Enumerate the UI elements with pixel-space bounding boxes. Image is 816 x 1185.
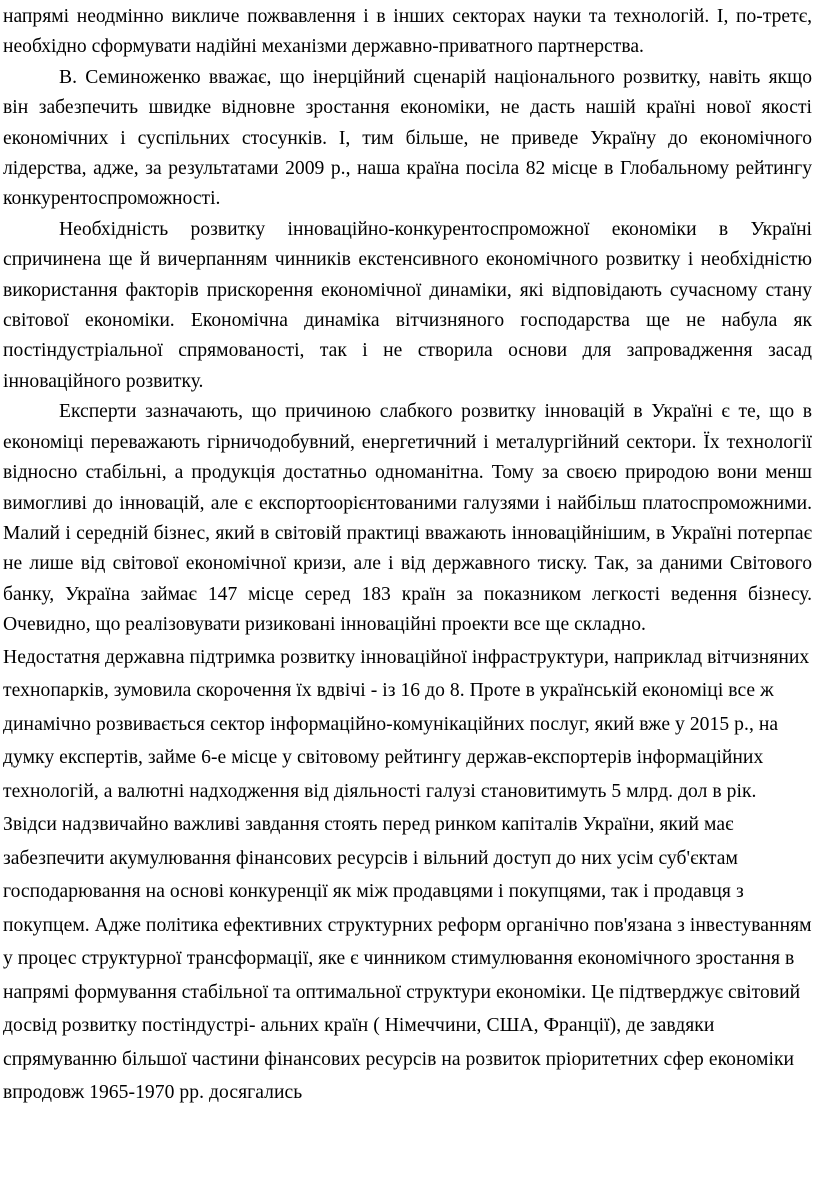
paragraph-experts: Експерти зазначають, що причиною слабкого розвитку інновацій в Україні є те, що в економіці переважають гірничодобувний, енергетичний і металургійний сектори. Їх технології відносно стабільні, а продукція достатньо одноманітна. Тому за своєю природою вони менш вимогливі до інновацій, але є експортоорієнтованими галузями і найбільш платоспроможними. Малий і середній бізнес, який в світовій практиці вважають інноваційнішим, в Україні потерпає не лише від світової економічної кризи, але і від державного тиску. Так, за даними Світового банку, Україна займає 147 місце серед 183 країн за показником легкості ведення бізнесу. Очевидно, що реалізовувати ризиковані інноваційні проекти все ще складно.: [3, 401, 812, 636]
paragraph-state-support: Недостатня державна підтримка розвитку інноваційної інфраструктури, наприклад вітчизняних технопарків, зумовила скорочення їх вдвічі - із 16 до 8. Проте в українській економіці все ж динамічно розвивається сектор інформаційно-комунікаційних послуг, який вже у 2015 р., на думку експертів, займе 6-е місце у світовому рейтингу держав-експортерів інформаційних технологій, а валютні надходження від діяльності галузі становитимуть 5 млрд. дол в рік. Звідси надзвичайно важливі завдання стоять перед ринком капіталів України, який має забезпечити акумулювання фінансових ресурсів і вільний доступ до них усім суб'єктам господарювання на основі конкуренції як між продавцями і покупцями, так і продавця з покупцем. Адже політика ефективних структурних реформ органічно пов'язана з інвестуванням у процес структурної трансформації, яке є чинником стимулювання економічного зростання в напрямі формування стабільної та оптимальної структури економіки. Це підтверджує світовий досвід розвитку постіндустрі- альних країн ( Німеччини, США, Франції), де завдяки спрямуванню більшої частини фінансових ресурсів на розвиток пріоритетних сфер економіки впродовж 1965-1970 рр. досягались: [3, 646, 812, 1104]
paragraph-seminozhenko: В. Семиноженко вважає, що інерційний сценарій національного розвитку, навіть якщо він забезпечить швидке відновне зростання економіки, не дасть нашій країні нової якості економічних і суспільних стосунків. І, тим більше, не приведе Україну до економічного лідерства, адже, за результатами 2009 р., наша країна посіла 82 місце в Глобальному рейтингу конкурентоспроможності.: [3, 66, 812, 210]
paragraph-continuation: напрямі неодмінно викличе пожвавлення і в інших секторах науки та технологій. І, по-третє, необхідно сформувати надійні механізми державно-приватного партнерства.: [3, 6, 812, 58]
paragraph-necessity: Необхідність розвитку інноваційно-конкурентоспроможної економіки в Україні спричинена ще й вичерпанням чинників екстенсивного економічного розвитку і необхідністю використання факторів прискорення економічної динаміки, які відповідають сучасному стану світової економіки. Економічна динаміка вітчизняного господарства ще не набула як постіндустріальної спрямованості, так і не створила основи для запровадження засад інноваційного розвитку.: [3, 218, 812, 392]
